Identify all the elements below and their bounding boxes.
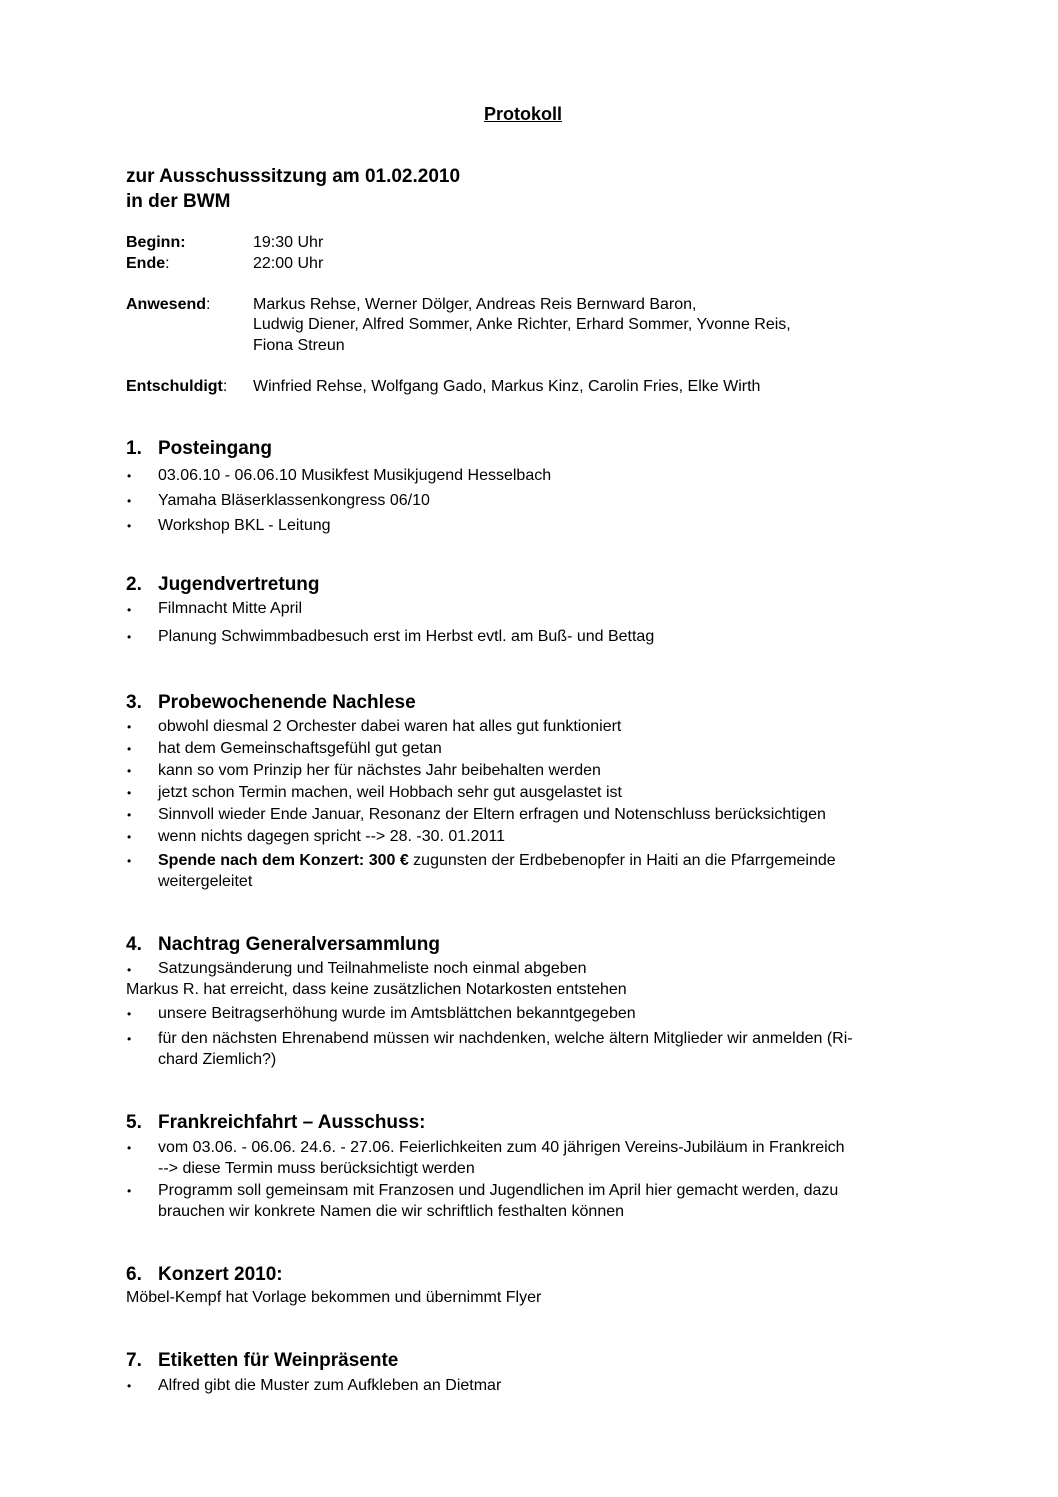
list-item: kann so vom Prinzip her für nächstes Jahr beibehalten werden <box>158 762 601 779</box>
list-item: hat dem Gemeinschaftsgefühl gut getan <box>158 740 442 757</box>
section-heading <box>126 438 272 460</box>
list-item: Planung Schwimmbadbesuch erst im Herbst evtl. am Buß- und Bettag <box>158 628 655 645</box>
anwesend-colon: : <box>206 296 211 313</box>
ende-value: 22:00 Uhr <box>253 255 324 272</box>
paragraph-line: Markus R. hat erreicht, dass keine zusätzlichen Notarkosten entstehen <box>126 981 627 998</box>
list-item: wenn nichts dagegen spricht --> 28. -30. 01.2011 <box>158 828 506 845</box>
bullet-icon: • <box>127 1184 132 1198</box>
section-number: 2. <box>126 574 142 595</box>
section-title: Nachtrag Generalversammlung <box>158 934 440 955</box>
section-number: 5. <box>126 1112 142 1133</box>
bullet-icon: • <box>127 1032 132 1046</box>
list-item: Programm soll gemeinsam mit Franzosen und Jugendlichen im April hier gemacht werden, dazu <box>158 1182 839 1199</box>
bullet-icon: • <box>127 630 132 644</box>
section-title: Etiketten für Weinpräsente <box>158 1350 399 1371</box>
section-number: 7. <box>126 1350 142 1371</box>
bullet-icon: • <box>127 764 132 778</box>
list-item-continuation: --> diese Termin muss berücksichtigt werden <box>158 1160 475 1177</box>
section-title: Probewochenende Nachlese <box>158 692 416 713</box>
section-heading <box>126 692 416 714</box>
section-number: 1. <box>126 438 142 459</box>
meeting-subtitle: zur Ausschusssitzung am 01.02.2010 <box>126 166 461 187</box>
entschuldigt-label-row <box>126 378 227 396</box>
anwesend-label-row <box>126 296 210 314</box>
section-number: 6. <box>126 1264 142 1285</box>
spende-bold: Spende nach dem Konzert: 300 € <box>158 852 409 869</box>
list-item-continuation: weitergeleitet <box>158 873 253 890</box>
entschuldigt-label: Entschuldigt <box>126 378 223 395</box>
ende-label: Ende <box>126 255 166 272</box>
list-item: vom 03.06. - 06.06. 24.6. - 27.06. Feierlichkeiten zum 40 jährigen Vereins-Jubiläum in Frankreich <box>158 1139 845 1156</box>
paragraph-line: Möbel-Kempf hat Vorlage bekommen und übernimmt Flyer <box>126 1289 542 1306</box>
list-item-spende <box>158 852 836 870</box>
entschuldigt-colon: : <box>222 378 228 395</box>
page-title: Protokoll <box>484 104 563 124</box>
spende-rest: zugunsten der Erdbebenopfer in Haiti an die Pfarrgemeinde <box>408 852 836 869</box>
anwesend-label: Anwesend <box>126 296 207 313</box>
list-item: Yamaha Bläserklassenkongress 06/10 <box>158 492 430 509</box>
bullet-icon: • <box>127 720 132 734</box>
section-title: Frankreichfahrt – Ausschuss: <box>158 1112 426 1133</box>
bullet-icon: • <box>127 494 132 508</box>
list-item: für den nächsten Ehrenabend müssen wir nachdenken, welche ältern Mitglieder wir anmelden (Ri- <box>158 1030 853 1047</box>
bullet-icon: • <box>127 1379 132 1393</box>
bullet-icon: • <box>127 854 132 868</box>
list-item: unsere Beitragserhöhung wurde im Amtsblättchen bekanntgegeben <box>158 1005 636 1022</box>
bullet-icon: • <box>127 469 132 483</box>
section-title: Konzert 2010: <box>158 1264 283 1285</box>
beginn-value: 19:30 Uhr <box>253 234 324 251</box>
section-number: 3. <box>126 692 142 713</box>
anwesend-line: Markus Rehse, Werner Dölger, Andreas Reis Bernward Baron, <box>253 296 697 313</box>
list-item: Sinnvoll wieder Ende Januar, Resonanz der Eltern erfragen und Notenschluss berücksichtigen <box>158 806 826 823</box>
bullet-icon: • <box>127 742 132 756</box>
bullet-icon: • <box>127 519 132 533</box>
list-item: obwohl diesmal 2 Orchester dabei waren hat alles gut funktioniert <box>158 718 622 735</box>
bullet-icon: • <box>127 603 132 617</box>
entschuldigt-value: Winfried Rehse, Wolfgang Gado, Markus Kinz, Carolin Fries, Elke Wirth <box>253 378 761 395</box>
meeting-location: in der BWM <box>126 191 231 212</box>
section-heading <box>126 1112 426 1134</box>
bullet-icon: • <box>127 830 132 844</box>
list-item-continuation: brauchen wir konkrete Namen die wir schriftlich festhalten können <box>158 1203 625 1220</box>
list-item: jetzt schon Termin machen, weil Hobbach sehr gut ausgelastet ist <box>158 784 622 801</box>
bullet-icon: • <box>127 1007 132 1021</box>
ende-colon: : <box>165 255 170 272</box>
section-title: Posteingang <box>158 438 273 459</box>
bullet-icon: • <box>127 786 132 800</box>
section-heading <box>126 1264 283 1286</box>
beginn-label: Beginn: <box>126 234 186 251</box>
list-item: Filmnacht Mitte April <box>158 600 303 617</box>
section-heading <box>126 1350 398 1372</box>
list-item: 03.06.10 - 06.06.10 Musikfest Musikjugend Hesselbach <box>158 467 552 484</box>
list-item: Alfred gibt die Muster zum Aufkleben an Dietmar <box>158 1377 502 1394</box>
bullet-icon: • <box>127 963 132 977</box>
section-title: Jugendvertretung <box>158 574 320 595</box>
anwesend-line: Fiona Streun <box>253 337 345 354</box>
ende-label-row <box>126 255 170 273</box>
list-item-continuation: chard Ziemlich?) <box>158 1051 277 1068</box>
section-heading <box>126 934 440 956</box>
bullet-icon: • <box>127 808 132 822</box>
section-heading <box>126 574 320 596</box>
list-item: Satzungsänderung und Teilnahmeliste noch einmal abgeben <box>158 960 587 977</box>
list-item: Workshop BKL - Leitung <box>158 517 331 534</box>
bullet-icon: • <box>127 1141 132 1155</box>
section-number: 4. <box>126 934 142 955</box>
anwesend-line: Ludwig Diener, Alfred Sommer, Anke Richter, Erhard Sommer, Yvonne Reis, <box>253 316 791 333</box>
